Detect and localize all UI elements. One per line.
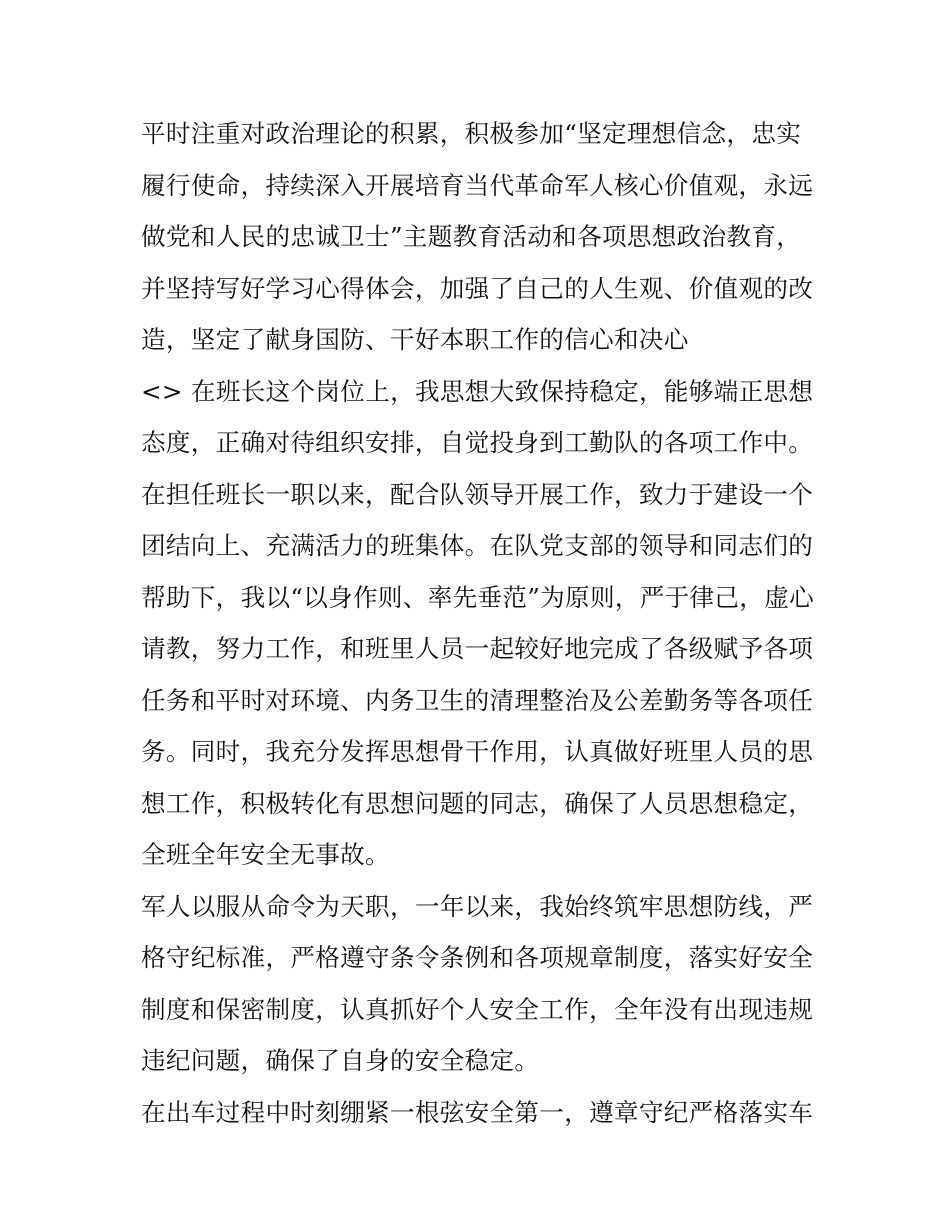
text-line-20: 在出车过程中时刻绷紧一根弦安全第一，遵章守纪严格落实车 [141,1097,814,1127]
text-line-12: 任务和平时对环境、内务卫生的清理整治及公差勤务等各项任 [141,685,814,715]
body-text [141,108,821,1138]
text-line-4: 并坚持写好学习心得体会，加强了自己的人生观、价值观的改 [141,273,814,303]
text-line-9: 团结向上、充满活力的班集体。在队党支部的领导和同志们的 [141,531,814,560]
text-line-8: 在担任班长一职以来，配合队领导开展工作，致力于建设一个 [141,479,814,509]
text-line-14: 想工作，积极转化有思想问题的同志，确保了人员思想稳定， [141,788,814,818]
text-line-2: 履行使命，持续深入开展培育当代革命军人核心价值观，永远 [141,170,814,200]
text-line-13: 务。同时，我充分发挥思想骨干作用，认真做好班里人员的思 [141,737,814,766]
text-line-7: 态度，正确对待组织安排，自觉投身到工勤队的各项工作中。 [141,428,814,457]
text-line-15: 全班全年安全无事故。 [141,840,390,869]
text-line-17: 格守纪标准，严格遵守条令条例和各项规章制度，落实好安全 [141,943,814,972]
text-line-5: 造，坚定了献身国防、干好本职工作的信心和决心 [141,325,689,354]
text-line-3: 做党和人民的忠诚卫士”主题教育活动和各项思想政治教育， [141,222,802,251]
text-line-18: 制度和保密制度，认真抓好个人安全工作，全年没有出现违规 [141,994,814,1024]
text-line-19: 违纪问题，确保了自身的安全稳定。 [141,1046,540,1075]
text-line-1: 平时注重对政治理论的积累，积极参加“坚定理想信念，忠实 [141,119,802,148]
text-line-16: 军人以服从命令为天职，一年以来，我始终筑牢思想防线，严 [141,891,814,921]
text-line-10: 帮助下，我以“以身作则、率先垂范”为原则，严于律己，虚心 [141,582,814,612]
text-line-6: <> 在班长这个岗位上，我思想大致保持稳定，能够端正思想 [141,376,814,406]
text-line-11: 请教，努力工作，和班里人员一起较好地完成了各级赋予各项 [141,634,814,663]
